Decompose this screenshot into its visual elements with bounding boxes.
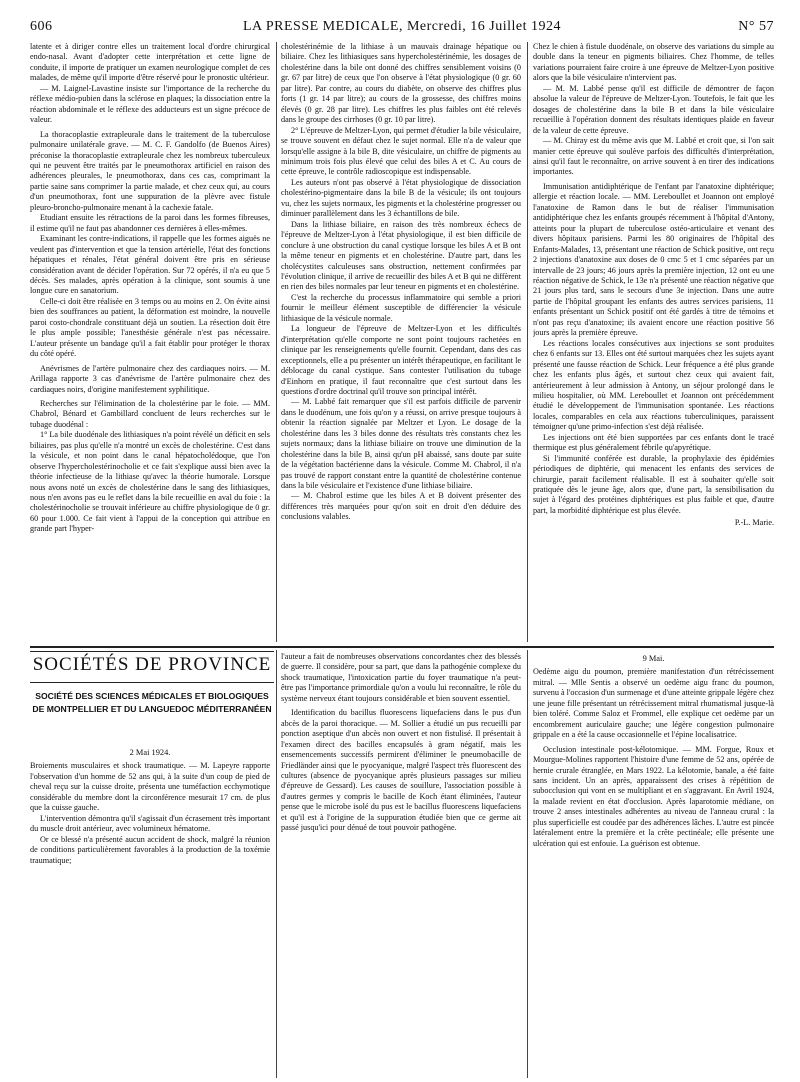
bottom-column-1 (30, 746, 270, 1076)
session-date: 2 Mai 1924. (129, 748, 171, 757)
article-thoracoplastie: La thoracoplastie extrapleurale dans le traitement de la tuberculose pulmonaire unilatérale grave. — M. C. F. Gandolfo (de Buenos Aires) préconise la thoracoplastie extrapleurale chez les nombreux tuberculeux qui ne peuvent être traités par le pneumothorax artificiel en raison des adhérences pleurales, le pneumothorax, dans ces cas, comprimant la partie saine sans comprimer la partie malade, et chez ceux qui, au cours d'un pneumothorax, font une suppuration de la plèvre avec fistule pleuro-broncho-pulmonaire menant à la cachexie fatale. (30, 129, 270, 212)
bottom-column-3 (533, 652, 774, 1076)
paragraph: Dans la lithiase biliaire, en raison des très nombreux échecs de l'épreuve de Meltzer-Lyon à l'état physiologique, il est bien difficile de conclure à une obstruction du canal cystique lorsque les biles A et B ont la même teneur en pigments et en cholestérine. D'autre part, dans les cholécystites calculeuses sans obstruction, nettement confirmées par l'évolution clinique, il arrive de recueillir des biles A et B qui ne diffèrent en rien des biles normales par leur teneur en pigments et en cholestérine. (281, 219, 521, 292)
paragraph: cholestérinémie de la lithiase à un mauvais drainage hépatique ou biliaire. Chez les lithiasiques sans hypercholestérinémie, les dosages de cholestérine dans la bile ont donné des chiffres sensiblement voisins (0 gr. 67 par litre) de ceux que l'on observe à l'état physiologique (0 gr. 60 par litre). Par contre, au cours du diabète, on observe des chiffres plus forts (1 gr. 14 par litre); au cours de la grossesse, des chiffres moins élevés (0 gr. 28 par litre). Les chiffres les plus faibles ont été relevés dans le groupe des cirrhoses (0 gr. 10 par litre). (281, 42, 521, 125)
column-divider (527, 650, 528, 1078)
paragraph: Examinant les contre-indications, il rappelle que les formes aiguës ne veulent pas d'intervention et que la tension artérielle, l'état des fonctions hépatiques et rénales, l'état général doivent être pris en sérieuse considération avant de décider l'opération. Sur 72 opérés, il n'a eu que 5 décès. Ses malades, après opération à la clinique, sont soumis à une longue cure en sanatorium. (30, 234, 270, 296)
paragraph: Chez le chien à fistule duodénale, on observe des variations du simple au double dans la teneur en pigments biliaires. Chez l'homme, de telles variations pourraient faire croire à une épreuve de Meltzer-Lyon positive alors que la bile vésiculaire n'intervient pas. (533, 42, 774, 83)
column-2 (281, 42, 521, 642)
title-rule-top (30, 651, 274, 652)
paragraph: — M. Chabrol estime que les biles A et B doivent présenter des différences très marquées pour qu'on soit en droit d'en déduire des conclusions valables. (281, 491, 521, 522)
column-divider (276, 650, 277, 1078)
paragraph: Les auteurs n'ont pas observé à l'état physiologique de dissociation cholestérino-pigmentaire dans la bile B de la vésicule; ils ont toujours vu, chez les sujets normaux, les pigments et la cholestérine progresser ou diminuer parallèlement dans les 3 échantillons de bile. (281, 177, 521, 219)
paragraph: latente et à diriger contre elles un traitement local d'ordre chirurgical endo-nasal. Avant d'adopter cette interprétation et cette ligne de conduite, il importe de pratiquer un examen neurologique complet de ces malades, de même qu'il importe d'être réservé pour le pronostic ultérieur. (30, 42, 270, 83)
column-divider (276, 42, 277, 642)
paragraph: Les injections ont été bien supportées par ces enfants dont le tracé thermique est plus généralement fébrile qu'apyrétique. (533, 432, 774, 453)
paragraph: Etudiant ensuite les rétractions de la paroi dans les formes fibreuses, il estime qu'il ne faut pas abandonner ces dernières à elles-mêmes. (30, 213, 270, 233)
paragraph: Celle-ci doit être réalisée en 3 temps ou au moins en 2. On évite ainsi bien des souffrances au patient, la déformation est moindre, la nouvelle paroi costo-chondrale constituant déjà un soutien. La résection doit être le plus ample possible; l'anesthésie générale n'est pas nécessaire. L'auteur présente un bandage qu'il a fait établir pour protéger le thorax du côté opéré. (30, 296, 270, 359)
article-bacillus: Identification du bacillus fluorescens liquefaciens dans le pus d'un abcès de la paroi thoracique. — M. Sollier a étudié un pus recueilli par ponction aseptique d'un abcès non ouvert et non fistulisé. Il présentait à l'examen direct des bacilles encapsulés à gram négatif, mais les ensemencements successifs permirent d'éliminer le pneumobacille de Friedländer ainsi que le pyocyanique, malgré l'aspect très fluorescent des cultures (absence de pyocyanique après plusieurs passages sur milieu d'épreuve de Gessard). Les causes de souillure, l'association possible à d'autres germes y compris le bacille de Koch étant éliminées, l'auteur pense que le microbe isolé du pus est le bacillus fluorescens liquefaciens et qu'il est à l'origine de la suppuration étudiée bien que ce germe ait passé jusqu'ici pour dénué de tout pouvoir pathogène. (281, 708, 521, 833)
article-immunisation: Immunisation antidiphtérique de l'enfant par l'anatoxine diphtérique; allergie et réaction locale. — MM. Lereboullet et Joannon ont employé l'anatoxine de Ramon dans le but de réaliser l'immunisation antidiphtérique chez les enfants groupés récemment à l'hôpital d'Antony, atteints pour la plupart de tuberculose ostéo-articulaire et venant des divers hôpitaux parisiens. Parmi les 80 originaires de l'hôpital des Enfants-Malades, 13, présentant une réaction de Schick positive, ont reçu 2 injections d'anatoxine aux doses de 0 cmc 5 et 1 cmc séparées par un intervalle de 23 jours; 46 jours après la première injection, 12 ont eu une réaction négative de Schick, le 13e n'a présenté une réaction négative que 21 jours plus tard, sans le secours d'une 3e injection. Dans une autre partie de l'hôpital groupant les enfants des autres services parisiens, 11 enfants présentant un Schick positif ont été gardés à titre de témoins et n'ont pas reçu d'anatoxine; ils avaient encore une réaction positive 56 jours après la première épreuve. (533, 181, 774, 338)
section-divider (30, 646, 774, 648)
article-occlusion: Occlusion intestinale post-kélotomique. — MM. Forgue, Roux et Mourgue-Molines rapportent l'histoire d'une femme de 52 ans, opérée de hernie crurale étranglée, en Mars 1922. La kélotomie, banale, a été faite sans incident. Un an après, apparaissent des crises à répétition de subocclusion qui vont en se multipliant et en s'aggravant. En Avril 1924, la malade revient en état d'occlusion. Après laparotomie médiane, on trouve 2 anses intestinales adhérentes au niveau de l'anneau crural : la plus superficielle est coudée par des adhérences lâches. L'autre est pincée latéralement entre la première et la crête pectinéale; elle présente une ulcération qui est enfouie. La guérison est obtenue. (533, 744, 774, 848)
article-cholesterine: Recherches sur l'élimination de la cholestérine par le foie. — MM. Chabrol, Bénard et Gambillard concluent de leurs recherches sur le tubage duodénal : (30, 398, 270, 429)
society-name: SOCIÉTÉ DES SCIENCES MÉDICALES ET BIOLOGIQUES DE MONTPELLIER ET DU LANGUEDOC MÉDITERRANÉEN (32, 691, 272, 714)
journal-title: LA PRESSE MEDICALE, Mercredi, 16 Juillet 1924 (242, 19, 562, 34)
column-3 (533, 42, 774, 642)
paragraph: 2° L'épreuve de Meltzer-Lyon, qui permet d'étudier la bile vésiculaire, se trouve souvent en défaut chez le sujet normal. Elle n'a de valeur que lorsqu'elle assigne à la bile B, dite vésiculaire, un chiffre de pigments au minimum trois fois plus élevé que celui des biles A et C. Au cours de cette épreuve, le contrôle radioscopique est indispensable. (281, 125, 521, 177)
page-number: 606 (30, 19, 53, 34)
paragraph: Or ce blessé n'a présenté aucun accident de shock, malgré la réunion de conditions particulièrement favorables à la production de la toxémie traumatique; (30, 834, 270, 865)
paragraph: — M. Chiray est du même avis que M. Labbé et croit que, si l'on sait manier cette épreuve qui soulève parfois des difficultés d'interprétation, ainsi qu'il faut le reconnaître, on arrive souvent à en tirer des indications importantes. (533, 136, 774, 177)
title-rule-bottom (30, 682, 274, 683)
session-date: 9 Mai. (642, 654, 665, 663)
paragraph: — M. M. Labbé pense qu'il est difficile de démontrer de façon absolue la valeur de l'épreuve de Meltzer-Lyon. Toutefois, le fait que les dosages de cholestérine dans la bile B et dans la bile vésiculaire recueillie à l'opération donnent des résultats identiques plaide en faveur de la valeur de cette épreuve. (533, 83, 774, 135)
paragraph: L'intervention démontra qu'il s'agissait d'un écrasement très important du muscle droit antérieur, avec volumineux hématome. (30, 813, 270, 834)
page-header (30, 19, 774, 37)
issue-number: N° 57 (738, 19, 774, 34)
paragraph: La longueur de l'épreuve de Meltzer-Lyon et les difficultés d'interprétation qu'elle comporte ne sont point toujours rachetées en clinique par les renseignements qu'elle fournit. Cependant, dans des cas exceptionnels, elle a pu présenter un intérêt thérapeutique, en facilitant le déblocage du canal cystique. Sans contester l'utilisation du tubage d'Einhorn en pratique, il faut reconnaître que c'est surtout dans les questions d'ordre doctrinal qu'il trouve son principal intérêt. (281, 324, 521, 396)
article-broiements: Broiements musculaires et shock traumatique. — M. Lapeyre rapporte l'observation d'un homme de 52 ans qui, à la suite d'un coup de pied de cheval reçu sur la cuisse droite, présenta une tuméfaction ecchymotique considérable du membre dont la circonférence mesurait 17 cm. de plus que la cuisse gauche. (30, 761, 270, 813)
paragraph: Si l'immunité conférée est durable, la prophylaxie des épidémies périodiques de diphtérie, qui menacent les enfants des services de chirurgie, parait facilement réalisable. Il est à souhaiter qu'elle soit pratiquée dès le jeune âge, alors que, d'une part, la sensibilisation du sujet à l'égard des protéines diphtériques est plus faible et que, d'autre part, la morbidité diphtérique est plus élevée. (533, 453, 774, 515)
paragraph: 1° La bile duodénale des lithiasiques n'a point révélé un déficit en sels biliaires, pas plus qu'elle n'a montré un excès de cholestérine. C'est dans la vésicule, et non point dans le canal hépatocholédoque, que l'on observe l'hypercholestérinocholie et ce fait s'explique aussi bien avec la théorie infectieuse de la lithiase qu'avec la théorie humorale. Lorsque nous avons noté un excès de cholestérine dans le sang des lithiasiques, nous n'en avons pas eu le reflet dans la bile recueillie en aval du foie : la cholestérinocholie se trouvait inférieure au chiffre physiologique de 0 gr. 60 pour 1.000. Ce fait vient à l'appui de la conception qui attribue en grande part l'hyper- (30, 430, 270, 534)
paragraph: — M. Laignel-Lavastine insiste sur l'importance de la recherche du réflexe médio-pubien dans la sclérose en plaques; la dissociation entre la réaction abdominale et le réflexe des adducteurs est un signe précoce de valeur. (30, 83, 270, 125)
paragraph: Les réactions locales consécutives aux injections se sont produites chez 6 enfants sur 13. Elles ont été surtout marquées chez les sujets ayant présenté une fausse réaction de Schick. Leur fréquence a été plus grande chez les enfants plus âgés, et surtout chez ceux qui avaient fait, antérieurement à leur admission à Antony, un séjour prolongé dans le milieu hospitalier, où MM. Lereboullet et Joannon ont précédemment étudié le développement de l'immunisation spontanée. Les réactions locales, comparables en cela aux réactions tuberculiniques, paraissent témoigner qu'une primo-infection s'est déjà réalisée. (533, 338, 774, 432)
paragraph: — M. Labbé fait remarquer que s'il est parfois difficile de parvenir dans le duodénum, une fois qu'on y a réussi, on arrive presque toujours à obtenir la réaction signalée par Meltzer et Lyon. Le dosage de la cholestérine dans les 3 biles donne des résultats très constants chez les sujets normaux; dans la lithiase biliaire on trouve une diminution de la cholestérine dans la bile B, ainsi qu'un pH abaissé, sans doute par suite de la végétation bactérienne dans la vésicule. Comme M. Chabrol, il n'a pas trouvé de rapport constant entre la quantité de cholestérine contenue dans la bile vésiculaire et l'existence d'une lithiase biliaire. (281, 397, 521, 491)
author-signature: P.-L. Marie. (734, 518, 774, 528)
paragraph: l'auteur a fait de nombreuses observations concordantes chez des blessés de guerre. Il considère, pour sa part, que dans la pathogénie complexe du shock traumatique, l'intoxication partie du foyer traumatique n'a peut-être pas l'importance primordiale qu'on a voulu lui reconnaître, le rôle du système nerveux étant toujours considérable et bien souvent essentiel. (281, 652, 521, 703)
column-divider (527, 42, 528, 642)
column-1 (30, 42, 270, 642)
article-anevrismes: Anévrismes de l'artère pulmonaire chez des cardiaques noirs. — M. Arillaga rapporte 3 cas d'anévrisme de l'artère pulmonaire chez des cardiaques noirs, d'origine manifestement syphilitique. (30, 363, 270, 394)
paragraph: C'est la recherche du processus inflammatoire qui semble a priori fournir le meilleur élément susceptible de différencier la vésicule lithiasique de la vésicule normale. (281, 292, 521, 323)
bottom-column-2 (281, 652, 521, 1076)
section-title: SOCIÉTÉS DE PROVINCE (32, 654, 272, 675)
article-oedeme: Oedème aigu du poumon, première manifestation d'un rétrécissement mitral. — Mlle Sentis a observé un oedème aigu franc du poumon, survenu à l'occasion d'un surmenage et d'une atteinte grippale légère chez une jeune fille présentant un rétrécissement mitral rhumatismal jusque-là bien toléré. Comme Saloz et Frommel, elle explique cet oedème par un encombrement auriculaire gauche; une légère congestion pulmonaire grippale en a été la cause occasionnelle et l'épine localisatrice. (533, 667, 774, 740)
